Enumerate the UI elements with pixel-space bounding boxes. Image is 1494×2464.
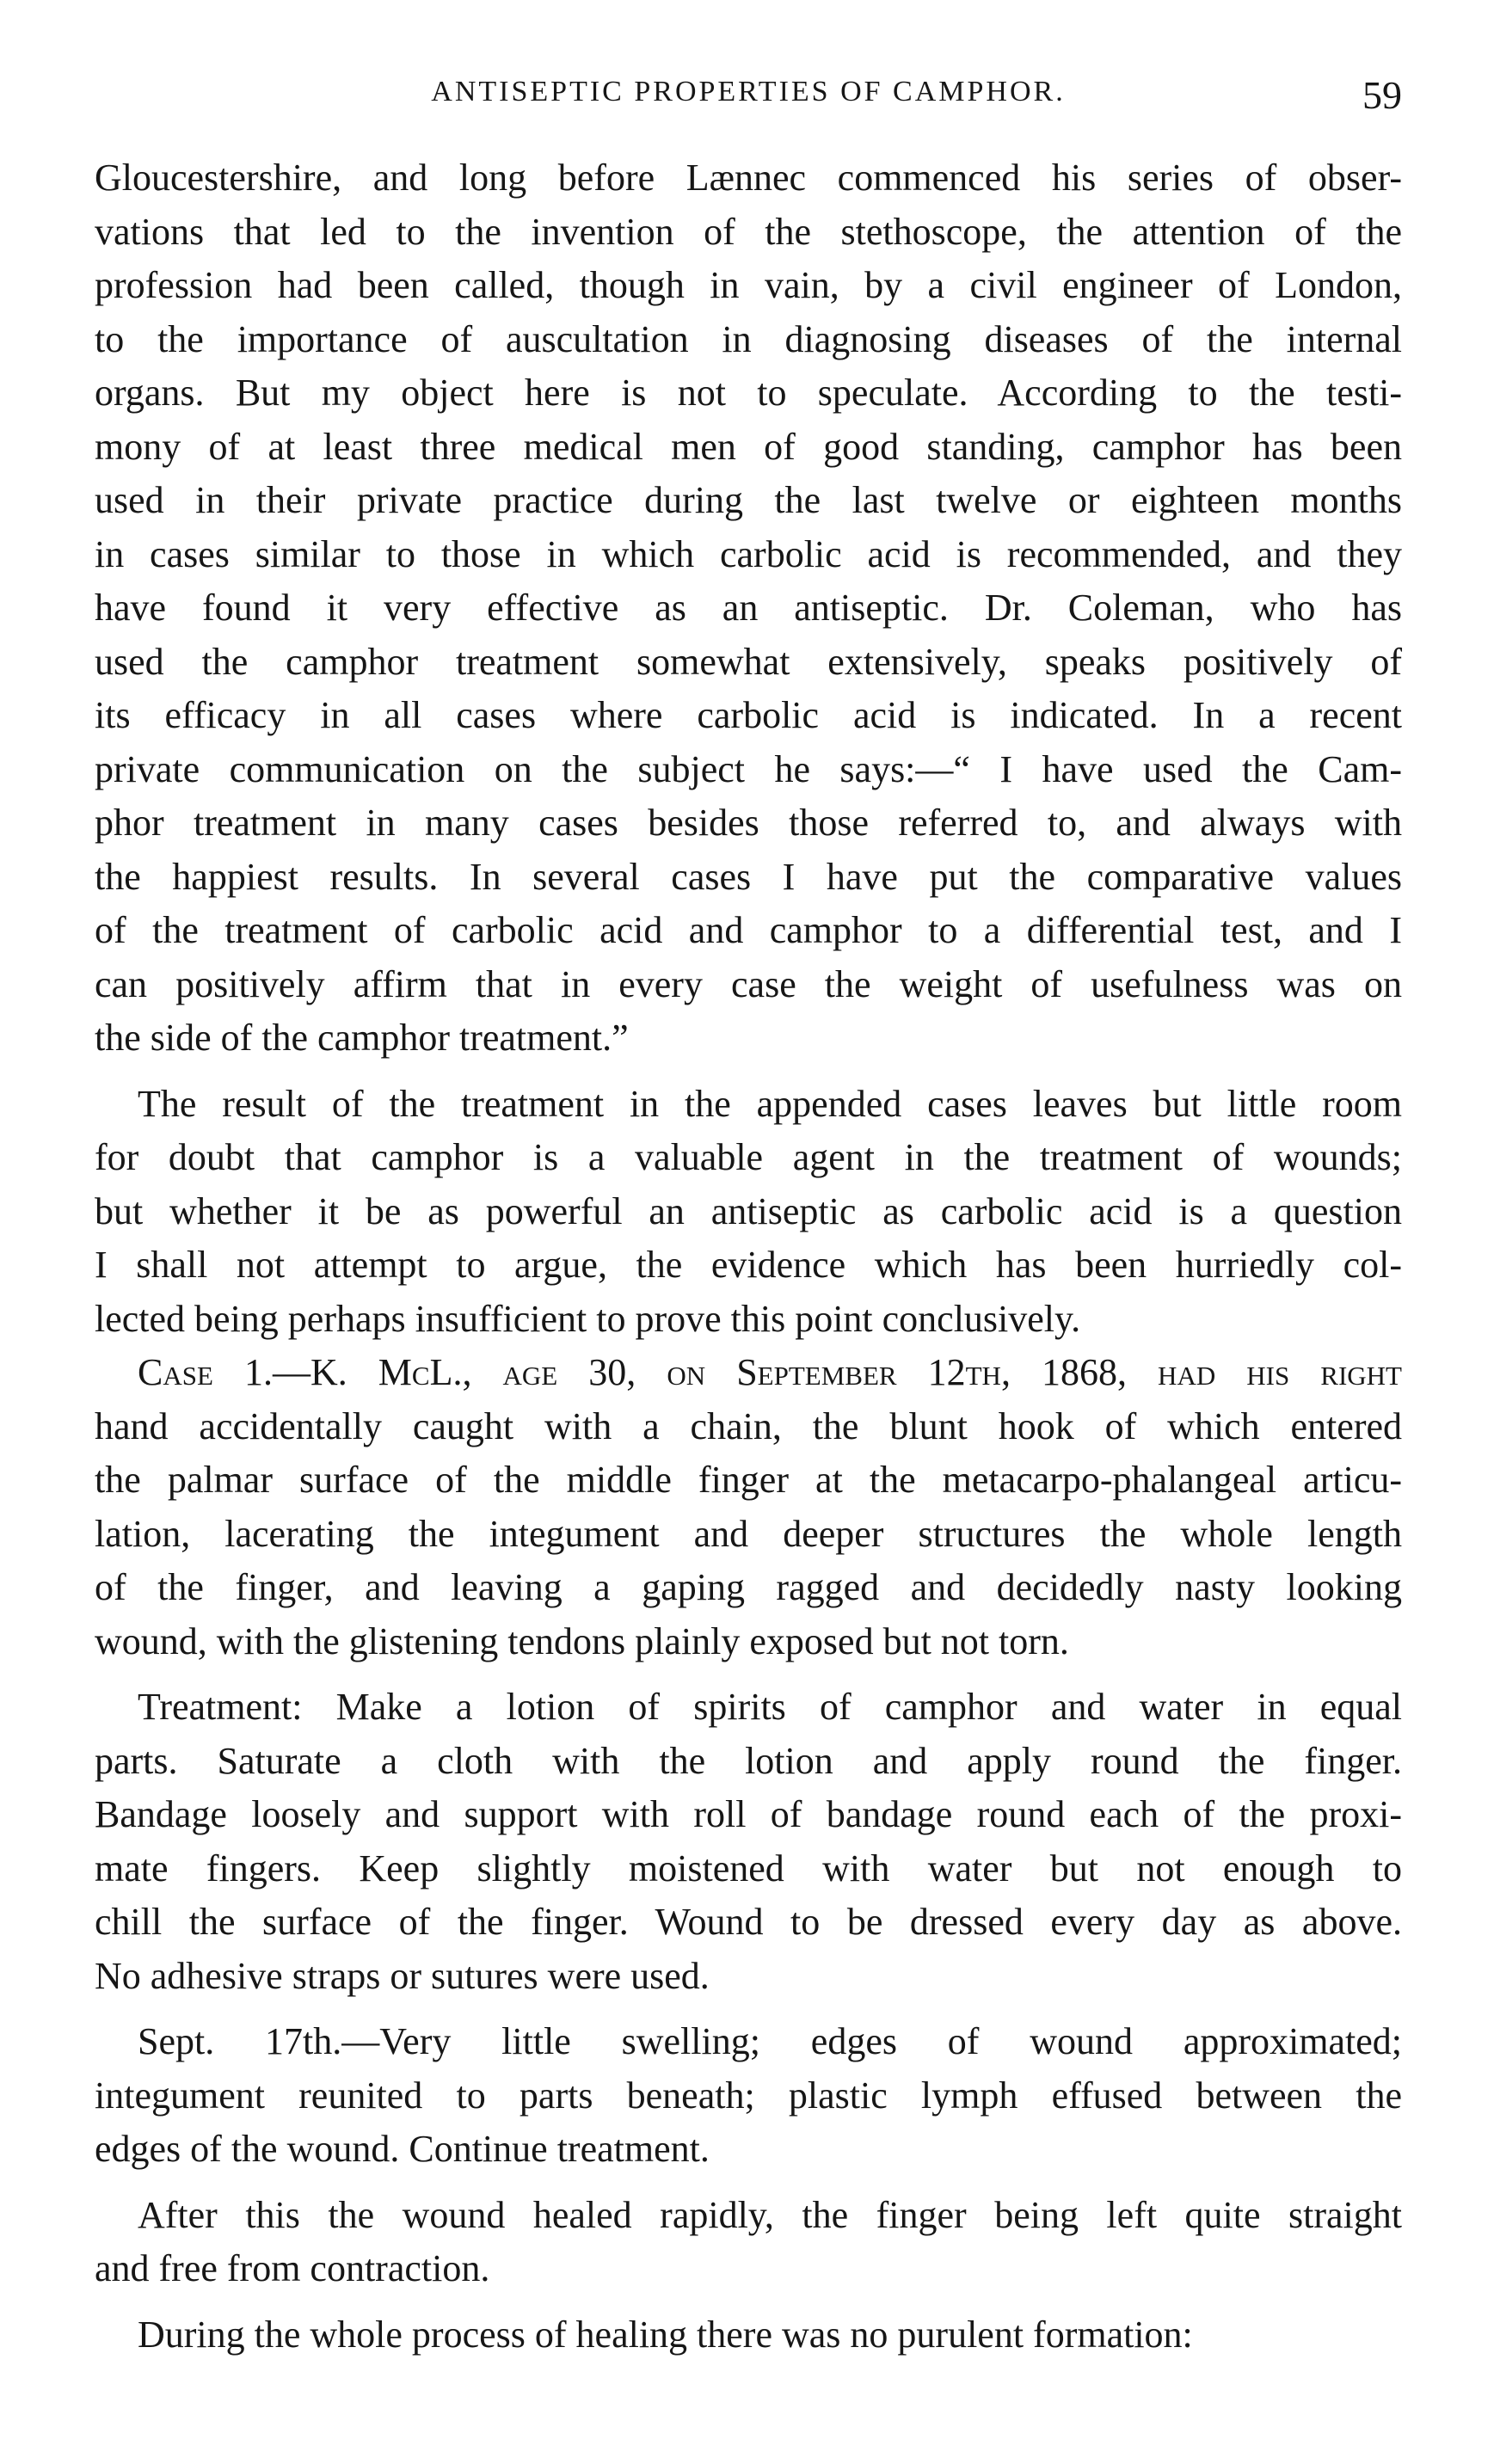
body-text — [95, 151, 1402, 2362]
text-line: After this the wound healed rapidly, the finger being left quite straight — [138, 2193, 1402, 2236]
page-number: 59 — [1362, 73, 1402, 117]
text-line: During the whole process of healing there was no purulent formation: — [138, 2313, 1193, 2356]
text-line: profession had been called, though in vain, by a civil engineer of London, — [95, 264, 1402, 306]
text-line: wound, with the glistening tendons plainly exposed but not torn. — [95, 1619, 1069, 1662]
text-line: The result of the treatment in the appended cases leaves but little room — [138, 1082, 1402, 1125]
text-line: have found it very effective as an antiseptic. Dr. Coleman, who has — [95, 587, 1402, 629]
text-line: organs. But my object here is not to speculate. According to the testi- — [95, 372, 1402, 414]
text-line: lation, lacerating the integument and deeper structures the whole length — [95, 1512, 1402, 1555]
text-line: hand accidentally caught with a chain, the blunt hook of which entered — [95, 1404, 1402, 1447]
text-line: in cases similar to those in which carbolic acid is recommended, and they — [95, 532, 1402, 575]
text-line: used in their private practice during the last twelve or eighteen months — [95, 479, 1402, 521]
text-line: the happiest results. In several cases I have put the comparative values — [95, 855, 1402, 898]
running-head — [95, 72, 1402, 124]
text-line: integument reunited to parts beneath; plastic lymph effused between the — [95, 2074, 1402, 2117]
paragraph-gap — [95, 2177, 1402, 2189]
text-line: but whether it be as powerful an antiseptic as carbolic acid is a question — [95, 1189, 1402, 1232]
text-line: to the importance of auscultation in diagnosing diseases of the internal — [95, 317, 1402, 360]
text-line: used the camphor treatment somewhat extensively, speaks positively of — [95, 640, 1402, 683]
text-line: I shall not attempt to argue, the evidence which has been hurriedly col- — [95, 1244, 1402, 1286]
text-line: Bandage loosely and support with roll of bandage round each of the proxi- — [95, 1793, 1402, 1835]
text-line: edges of the wound. Continue treatment. — [95, 2128, 710, 2170]
text-line: Treatment: Make a lotion of spirits of camphor and water in equal — [138, 1686, 1402, 1728]
text-line: lected being perhaps insufficient to prove this point conclusively. — [95, 1297, 1081, 1340]
text-line: mate fingers. Keep slightly moistened with water but not enough to — [95, 1846, 1402, 1889]
text-line: Sept. 17th.—Very little swelling; edges of wound approximated; — [138, 2020, 1402, 2062]
text-line: private communication on the subject he says:—“ I have used the Cam- — [95, 747, 1402, 790]
paragraph-gap — [95, 1066, 1402, 1078]
text-line: the palmar surface of the middle finger at the metacarpo-phalangeal articu- — [95, 1459, 1402, 1501]
text-line: parts. Saturate a cloth with the lotion and apply round the finger. — [95, 1739, 1402, 1782]
paragraph-gap — [95, 1668, 1402, 1681]
running-title: ANTISEPTIC PROPERTIES OF CAMPHOR. — [431, 76, 1066, 108]
text-line: vations that led to the invention of the stethoscope, the attention of the — [95, 210, 1402, 253]
text-line: the side of the camphor treatment.” — [95, 1017, 629, 1059]
text-line: No adhesive straps or sutures were used. — [95, 1954, 710, 1997]
paragraph-gap — [95, 2296, 1402, 2308]
text-line: can positively affirm that in every case the weight of usefulness was on — [95, 962, 1402, 1005]
text-line: of the finger, and leaving a gaping ragged and decidedly nasty looking — [95, 1566, 1402, 1608]
case-heading-line: Case 1.—K. McL., age 30, on September 12th, 1868, had his right — [138, 1351, 1402, 1393]
paragraph-gap — [95, 2003, 1402, 2015]
text-line: of the treatment of carbolic acid and camphor to a differential test, and I — [95, 909, 1402, 951]
text-line: its efficacy in all cases where carbolic acid is indicated. In a recent — [95, 694, 1402, 736]
text-line: phor treatment in many cases besides those referred to, and always with — [95, 802, 1402, 844]
text-line: for doubt that camphor is a valuable agent in the treatment of wounds; — [95, 1136, 1402, 1178]
text-line: Gloucestershire, and long before Lænnec commenced his series of obser- — [95, 157, 1402, 199]
text-line: mony of at least three medical men of good standing, camphor has been — [95, 425, 1402, 468]
text-line: chill the surface of the finger. Wound to be dressed every day as above. — [95, 1901, 1402, 1943]
text-line: and free from contraction. — [95, 2247, 490, 2289]
